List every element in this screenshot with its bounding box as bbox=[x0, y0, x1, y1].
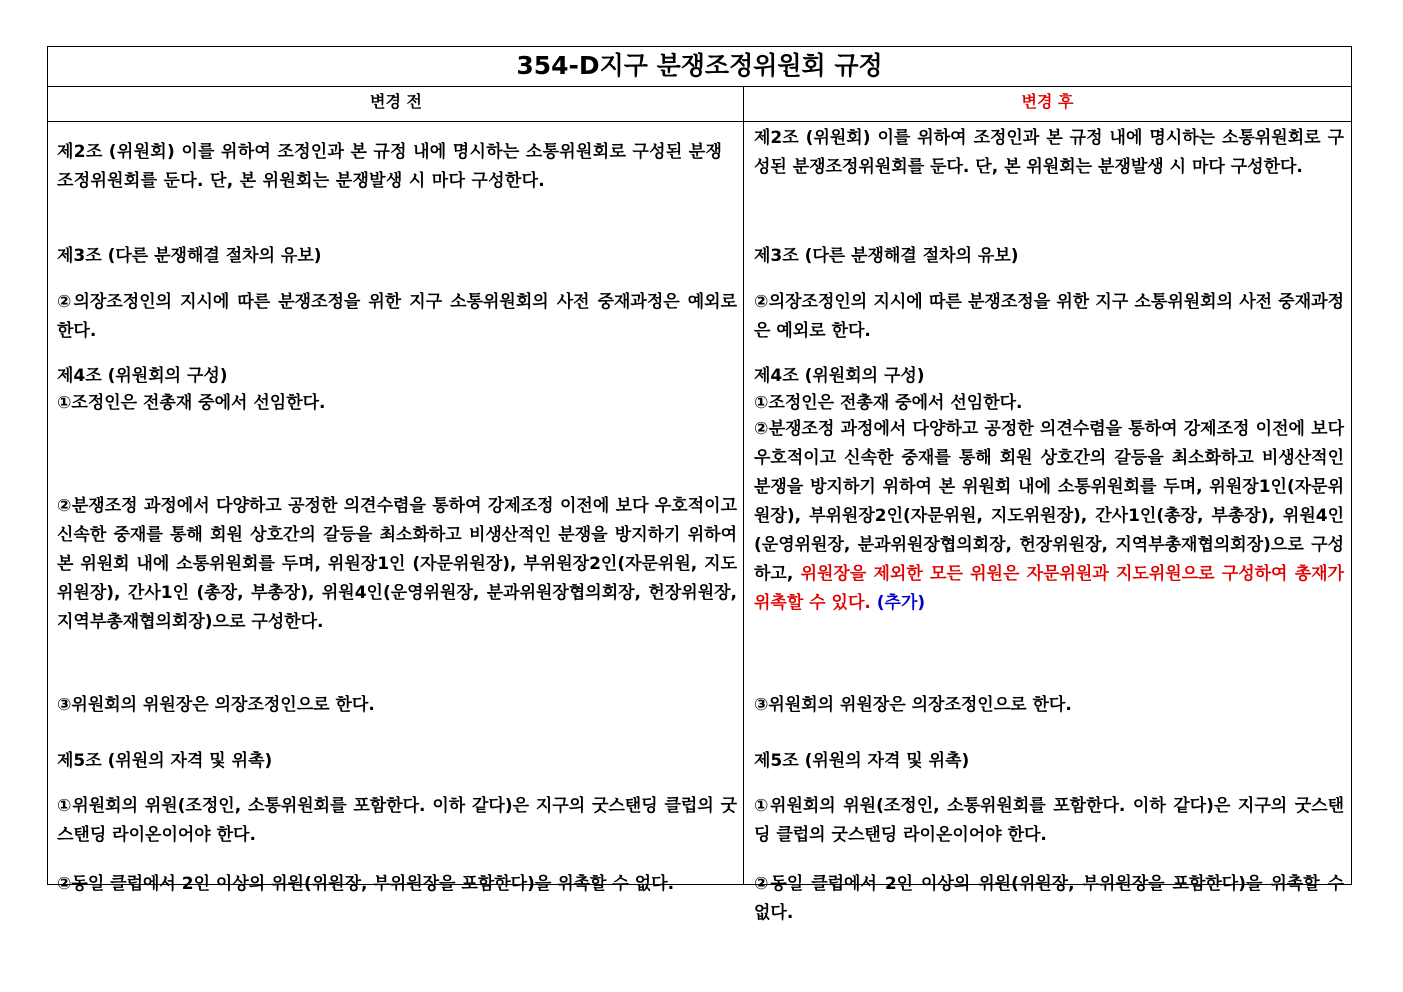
after-article-4-added-text: 위원장을 제외한 모든 위원은 자문위원과 지도위원으로 구성하여 총재가 위촉할 수 있다. bbox=[754, 564, 1344, 613]
after-article-5-para-1: ①위원회의 위원(조정인, 소통위원회를 포함한다. 이하 같다)은 지구의 굿스탠딩 클럽의 굿스탠딩 라이온이어야 한다. bbox=[754, 796, 1344, 845]
after-article-4-para-2 bbox=[754, 415, 1344, 618]
after-article-4-para-1: ①조정인은 전총재 중에서 선임한다. bbox=[754, 393, 1023, 413]
before-article-5-para-2: ②동일 클럽에서 2인 이상의 위원(위원장, 부위원장을 포함한다)을 위촉할 수 없다. bbox=[57, 874, 675, 894]
after-article-4-para-3: ③위원회의 위원장은 의장조정인으로 한다. bbox=[754, 695, 1072, 715]
before-article-2: 제2조 (위원회) 이를 위하여 조정인과 본 규정 내에 명시하는 소통위원회로 구성된 분쟁조정위원회를 둔다. 단, 본 위원회는 분쟁발생 시 마다 구성한다. bbox=[57, 142, 723, 191]
before-article-3-para-2: ②의장조정인의 지시에 따른 분쟁조정을 위한 지구 소통위원회의 사전 중재과정은 예외로 한다. bbox=[57, 292, 737, 341]
after-article-2: 제2조 (위원회) 이를 위하여 조정인과 본 규정 내에 명시하는 소통위원회로 구성된 분쟁조정위원회를 둔다. 단, 본 위원회는 분쟁발생 시 마다 구성한다. bbox=[754, 128, 1344, 177]
before-article-4-para-1: ①조정인은 전총재 중에서 선임한다. bbox=[57, 393, 326, 413]
document-title: 354-D지구 분쟁조정위원회 규정 bbox=[48, 47, 1351, 87]
header-before: 변경 전 bbox=[370, 92, 422, 111]
after-article-4-para-2-text: ②분쟁조정 과정에서 다양하고 공정한 의견수렴을 통하여 강제조정 이전에 보다 우호적이고 신속한 중재를 통해 회원 상호간의 갈등을 최소화하고 비생산적인 분쟁을 방지하기 위하여 본 위원회 내에 소통위원회를 두며, 위원장1인(자문위원장), 부위원장2인(자문위원, 지도위원장), 간사1인(총장, 부총장), 위원4인(운영위원장, 분과위원장협의회장, 헌장위원장, 지역부총재협의회장)으로 구성하고, bbox=[754, 419, 1344, 584]
after-article-4-title: 제4조 (위원회의 구성) bbox=[754, 366, 925, 386]
before-article-4-title: 제4조 (위원회의 구성) bbox=[57, 366, 228, 386]
regulation-table bbox=[47, 46, 1352, 923]
before-article-4-para-2: ②분쟁조정 과정에서 다양하고 공정한 의견수렴을 통하여 강제조정 이전에 보다 우호적이고 신속한 중재를 통해 회원 상호간의 갈등을 최소화하고 비생산적인 분쟁을 방지하기 위하여 본 위원회 내에 소통위원회를 두며, 위원장1인 (자문위원장), 부위원장2인(자문위원, 지도위원장), 간사1인 (총장, 부총장), 위원4인(운영위원장, 분과위원장협의회장, 헌장위원장, 지역부총재협의회장)으로 구성한다. bbox=[57, 496, 737, 632]
after-article-3-para-2: ②의장조정인의 지시에 따른 분쟁조정을 위한 지구 소통위원회의 사전 중재과정은 예외로 한다. bbox=[754, 292, 1344, 341]
after-article-3-title: 제3조 (다른 분쟁해결 절차의 유보) bbox=[754, 246, 1019, 266]
added-tag: (추가) bbox=[876, 593, 926, 613]
header-after: 변경 후 bbox=[1021, 92, 1074, 111]
before-article-4-para-3: ③위원회의 위원장은 의장조정인으로 한다. bbox=[57, 695, 375, 715]
before-article-5-para-1: ①위원회의 위원(조정인, 소통위원회를 포함한다. 이하 같다)은 지구의 굿스탠딩 클럽의 굿스탠딩 라이온이어야 한다. bbox=[57, 796, 737, 845]
after-article-5-title: 제5조 (위원의 자격 및 위촉) bbox=[754, 751, 970, 771]
before-article-5-title: 제5조 (위원의 자격 및 위촉) bbox=[57, 751, 273, 771]
after-article-5-para-2: ②동일 클럽에서 2인 이상의 위원(위원장, 부위원장을 포함한다)을 위촉할 수 없다. bbox=[754, 874, 1344, 923]
table-header-row bbox=[48, 87, 1351, 122]
before-article-3-title: 제3조 (다른 분쟁해결 절차의 유보) bbox=[57, 246, 322, 266]
column-divider bbox=[743, 87, 744, 884]
